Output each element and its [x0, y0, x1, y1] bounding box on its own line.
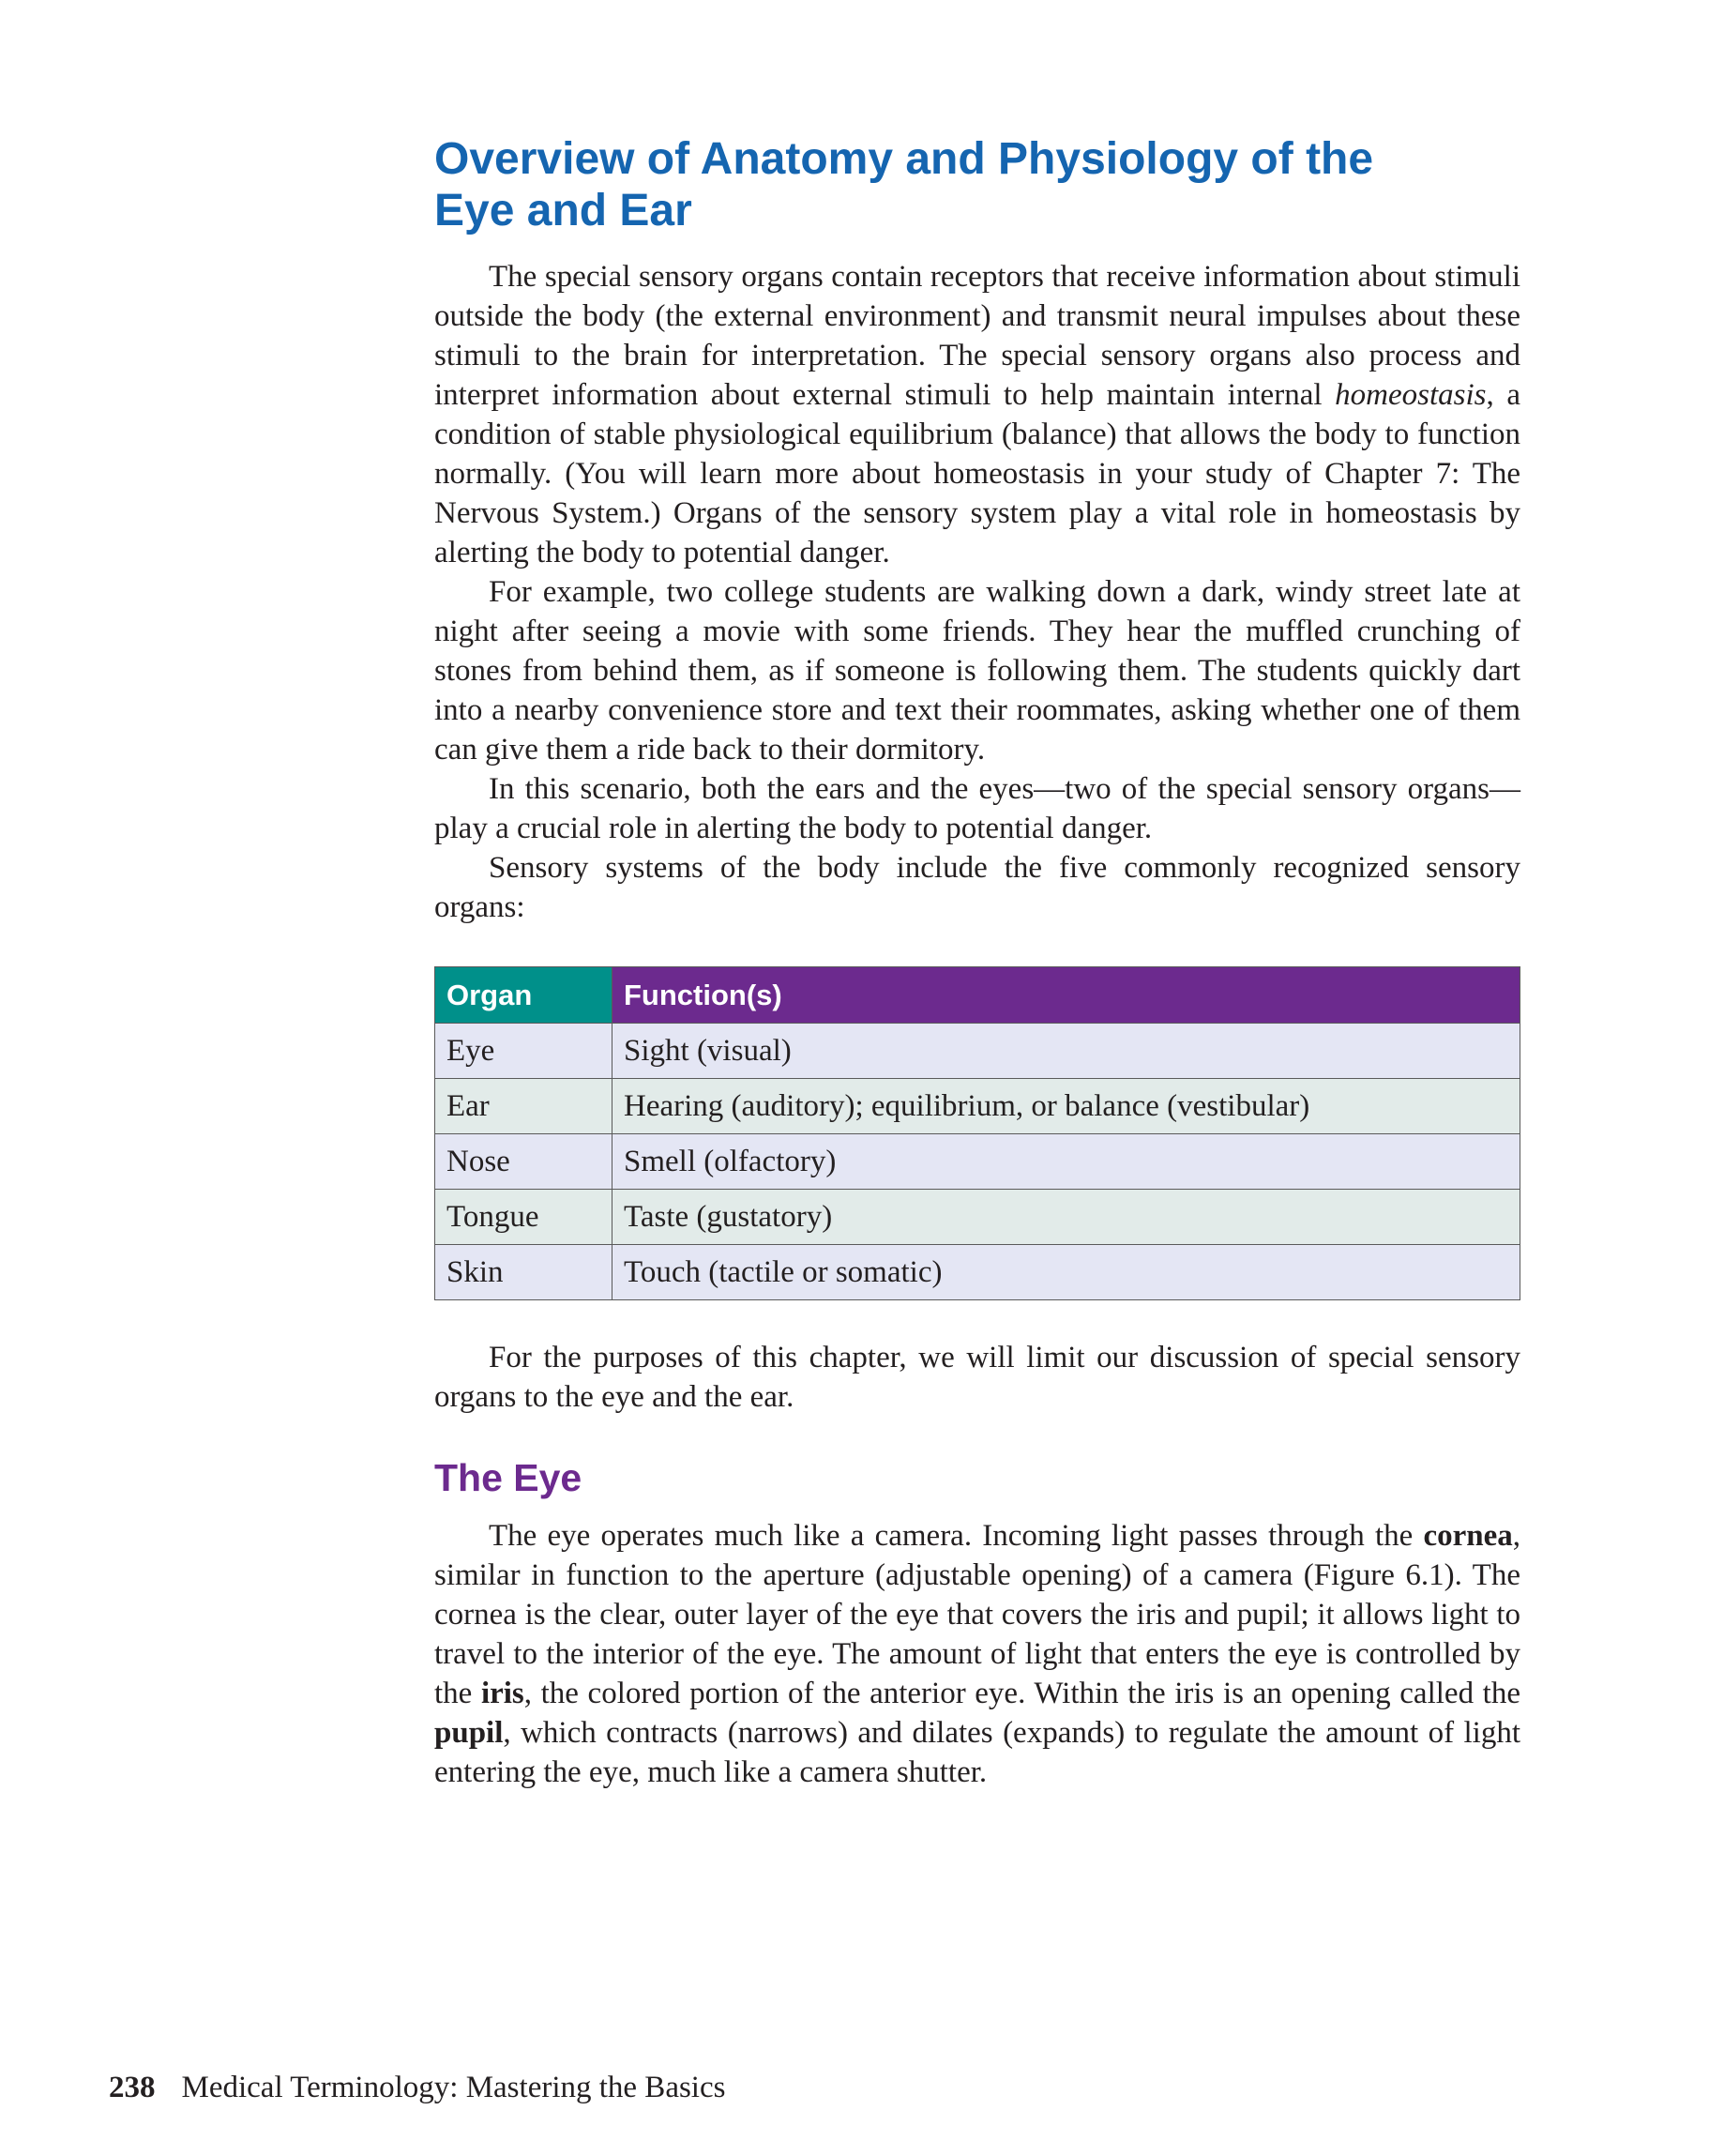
- intro-paragraph-4: Sensory systems of the body include the five commonly recognized sensory organs:: [434, 851, 1520, 924]
- eye-text-3: , the colored portion of the anterior eye. Within the iris is an opening called the: [523, 1677, 1520, 1710]
- intro-paragraph-1: [434, 257, 1520, 572]
- function-cell: Smell (olfactory): [612, 1134, 1520, 1190]
- eye-paragraph: [434, 1516, 1520, 1792]
- function-cell: Touch (tactile or somatic): [612, 1245, 1520, 1300]
- term-pupil: pupil: [434, 1716, 504, 1750]
- organ-cell: Nose: [435, 1134, 612, 1190]
- function-cell: Hearing (auditory); equilibrium, or balance (vestibular): [612, 1079, 1520, 1134]
- eye-text-1: The eye operates much like a camera. Incoming light passes through the: [489, 1519, 1424, 1553]
- intro-text-1a: The special sensory organs contain receptors that receive information about stimuli outside the body (the external environment) and transmit neural impulses about these stimuli to the brain for interpretation. The special sensory organs also process and interpret information about external stimuli to help maintain internal: [434, 260, 1520, 412]
- intro-text-1b: , a condition of stable physiological equilibrium (balance) that allows the body to function normally. (You will learn more about homeostasis in your study of Chapter 7: The Nervous System.) Organs of the sensory system play a vital role in homeostasis by alerting the body to potential danger.: [434, 378, 1520, 569]
- table-row: [435, 1245, 1520, 1300]
- header-organ: Organ: [435, 967, 612, 1024]
- sensory-organs-table: [434, 966, 1520, 1300]
- table-header-row: [435, 967, 1520, 1024]
- function-cell: Taste (gustatory): [612, 1190, 1520, 1245]
- organ-cell: Tongue: [435, 1190, 612, 1245]
- term-homeostasis: homeostasis: [1335, 378, 1487, 412]
- intro-paragraph-3: In this scenario, both the ears and the eyes—two of the special sensory organs—play a crucial role in alerting the body to potential danger.: [434, 772, 1520, 845]
- section-title-line-1: Overview of Anatomy and Physiology of the: [434, 134, 1374, 184]
- page-content: [434, 133, 1520, 1792]
- running-title: Medical Terminology: Mastering the Basics: [181, 2071, 726, 2104]
- eye-text-2: , similar in function to the aperture (adjustable opening) of a camera (Figure 6.1). The cornea is the clear, outer layer of the eye that covers the iris and pupil; it allows light to travel to the interior of the eye. The amount of light that enters the eye is controlled by the: [434, 1519, 1520, 1710]
- organ-cell: Skin: [435, 1245, 612, 1300]
- eye-text-4: , which contracts (narrows) and dilates (expands) to regulate the amount of light entering the eye, much like a camera shutter.: [434, 1716, 1520, 1789]
- table-row: [435, 1024, 1520, 1079]
- intro-paragraph-2: For example, two college students are walking down a dark, windy street late at night after seeing a movie with some friends. They hear the muffled crunching of stones from behind them, as if someone is following them. The students quickly dart into a nearby convenience store and text their roommates, asking whether one of them can give them a ride back to their dormitory.: [434, 575, 1520, 767]
- organ-cell: Eye: [435, 1024, 612, 1079]
- organ-cell: Ear: [435, 1079, 612, 1134]
- after-table-paragraph: For the purposes of this chapter, we will limit our discussion of special sensory organs to the eye and the ear.: [434, 1341, 1520, 1414]
- section-title-line-2: Eye and Ear: [434, 186, 692, 235]
- table-row: [435, 1190, 1520, 1245]
- term-cornea: cornea: [1423, 1519, 1513, 1553]
- function-cell: Sight (visual): [612, 1024, 1520, 1079]
- header-functions: Function(s): [612, 967, 1520, 1024]
- table-row: [435, 1079, 1520, 1134]
- page-footer: [109, 2069, 725, 2106]
- table-row: [435, 1134, 1520, 1190]
- term-iris: iris: [480, 1677, 524, 1710]
- subsection-title-eye: The Eye: [434, 1456, 582, 1499]
- page-number: 238: [109, 2071, 156, 2104]
- section-title: [434, 133, 1466, 236]
